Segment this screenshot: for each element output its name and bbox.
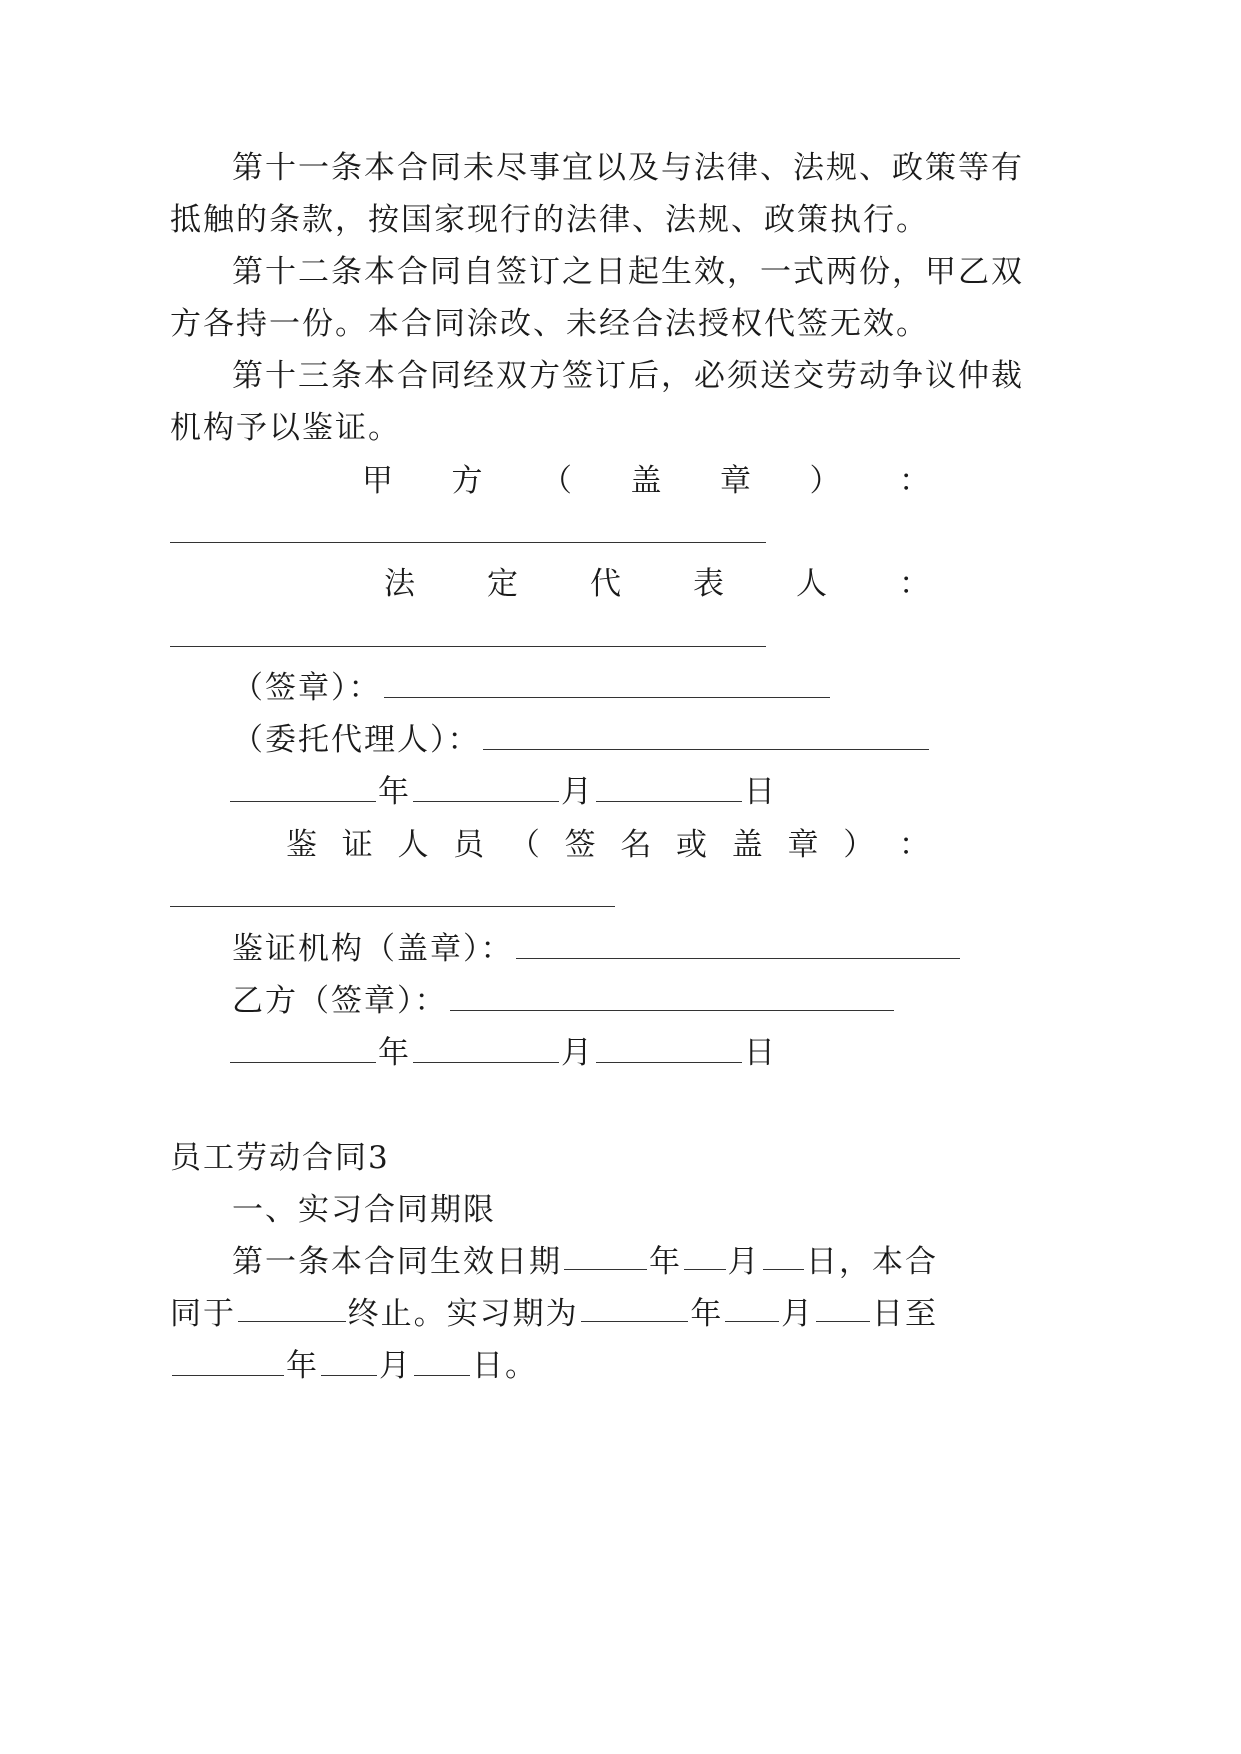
clause-13-line-1: 第十三条本合同经双方签订后，必须送交劳动争议仲裁	[232, 358, 1024, 394]
effective-day-blank	[763, 1242, 805, 1270]
verification-org-row	[232, 929, 962, 969]
day-blank	[596, 774, 742, 802]
heading-internship-term: 一、实习合同期限	[232, 1192, 496, 1228]
effective-month-blank	[684, 1242, 726, 1270]
internship-start-year-blank	[581, 1294, 689, 1322]
clause-12-line-2: 方各持一份。本合同涂改、未经合法授权代签无效。	[170, 306, 929, 342]
date-row-2: 年 月 日	[228, 1033, 777, 1073]
agent-blank	[483, 722, 929, 750]
signature-label: （签章）：	[232, 670, 382, 706]
clause-13-line-2: 机构予以鉴证。	[170, 410, 401, 446]
month-blank	[413, 1035, 559, 1063]
clause-11-line-1: 第十一条本合同未尽事宜以及与法律、法规、政策等有	[232, 150, 1024, 186]
legal-representative-label: 法 定 代 表 人 ：	[384, 566, 932, 602]
internship-end-month-blank	[321, 1348, 377, 1376]
verification-org-label: 鉴证机构（盖章）：	[232, 931, 514, 967]
verifier-label: 鉴 证 人 员 （ 签 名 或 盖 章 ） ：	[286, 827, 932, 863]
termination-blank	[238, 1294, 346, 1322]
verification-org-blank	[516, 931, 960, 959]
year-blank	[230, 1035, 376, 1063]
article-1-line-1: 第一条本合同生效日期 年 月 日，本合	[232, 1244, 938, 1280]
year-blank	[230, 774, 376, 802]
internship-end-year-blank	[172, 1348, 284, 1376]
verifier-signature-line	[170, 906, 615, 907]
date-row-1: 年 月 日	[228, 772, 777, 812]
signature-row	[232, 668, 832, 708]
party-b-row	[232, 981, 896, 1021]
signature-blank	[384, 670, 830, 698]
section-title: 员工劳动合同3	[170, 1140, 390, 1176]
party-b-blank	[450, 983, 894, 1011]
clause-11-line-2: 抵触的条款，按国家现行的法律、法规、政策执行。	[170, 202, 929, 238]
internship-start-month-blank	[725, 1294, 779, 1322]
article-1-line-3: 年 月 日。	[170, 1346, 538, 1386]
article-1-line-2: 同于 终止。实习期为 年 月 日至	[170, 1296, 938, 1332]
legal-representative-line	[170, 646, 766, 647]
agent-row	[232, 720, 931, 760]
agent-label: （委托代理人）：	[232, 722, 481, 758]
party-b-label: 乙方（签章）：	[232, 983, 448, 1019]
internship-end-day-blank	[414, 1348, 470, 1376]
day-blank	[596, 1035, 742, 1063]
clause-12-line-1: 第十二条本合同自签订之日起生效，一式两份，甲乙双	[232, 254, 1024, 290]
party-a-signature-line	[170, 542, 766, 543]
effective-year-blank	[564, 1242, 647, 1270]
party-a-seal-label: 甲 方 （ 盖 章 ） ：	[362, 463, 932, 499]
internship-start-day-blank	[816, 1294, 870, 1322]
month-blank	[413, 774, 559, 802]
